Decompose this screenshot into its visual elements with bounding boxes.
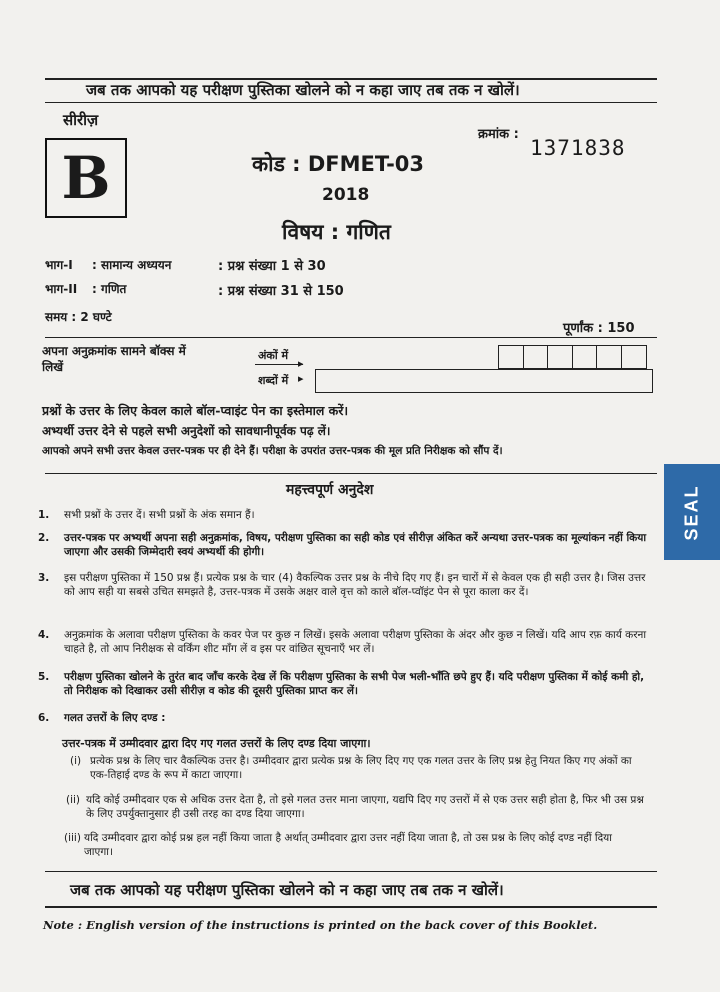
figures-arrow-line — [255, 364, 303, 365]
penalty-number: (iii) — [64, 832, 81, 844]
penalty-text: प्रत्येक प्रश्न के लिए चार वैकल्पिक उत्तर है। उम्मीदवार द्वारा प्रत्येक प्रश्न के लिए दिए गए एक गलत उत्तर के लिए प्रश्न हेतु नियत किए गए अंकों का एक-तिहाई दण्ड के रूप में काटा जाएगा। — [90, 755, 632, 781]
penalty-number: (i) — [70, 755, 82, 767]
instruction-number: 2. — [38, 532, 50, 544]
instruction-number: 6. — [38, 712, 50, 724]
serial-label: क्रमांक : — [478, 127, 519, 142]
instruction-text: इस परीक्षण पुस्तिका में 150 प्रश्न हैं। प्रत्येक प्रश्न के चार (4) वैकल्पिक उत्तर प्रश्न के नीचे दिए गए हैं। इन चारों में से केवल एक ही सही उत्तर है। जिस उत्तर को आप सही या सबसे उचित समझते है, उत्तर-पत्रक में उसके अक्षर वाले वृत्त को काले बॉल-प्वॉइंट पेन से पूरा काला कर दें। — [64, 572, 646, 598]
penalty-number: (ii) — [66, 794, 81, 806]
instruction-item — [38, 531, 648, 559]
instruction-number: 3. — [38, 572, 50, 584]
instruction-text: सभी प्रश्नों के उत्तर दें। सभी प्रश्नों के अंक समान हैं। — [64, 509, 255, 521]
instruction-item — [38, 571, 648, 599]
subject-title: विषय : गणित — [282, 220, 391, 244]
roll-instruction-line-1: अपना अनुक्रमांक सामने बॉक्स में — [42, 344, 186, 358]
roll-digit-box[interactable] — [548, 346, 573, 368]
instruction-item — [38, 508, 648, 522]
part-2-range: : प्रश्न संख्या 31 से 150 — [218, 284, 344, 299]
penalty-item — [70, 754, 650, 782]
roll-number-figures-boxes[interactable] — [498, 345, 647, 369]
marks-rule — [45, 337, 657, 338]
in-figures-label: अंकों में — [258, 349, 289, 362]
instruction-text: उत्तर-पत्रक पर अभ्यर्थी अपना सही अनुक्रमांक, विषय, परीक्षण पुस्तिका का सही कोड एवं सीरीज़ अंकित करें अन्यथा उत्तर-पत्रक का मूल्यांकन नहीं किया जाएगा और उसकी जिम्मेदारी स्वयं अभ्यर्थी की होगी। — [64, 532, 647, 558]
penalty-item — [64, 831, 644, 859]
bottom-rule — [45, 871, 657, 872]
instruction-item — [38, 670, 648, 698]
part-1-title: : सामान्य अध्ययन — [92, 258, 172, 272]
instruction-text: गलत उत्तरों के लिए दण्ड : — [64, 712, 166, 724]
instructions-top-rule — [45, 473, 657, 474]
roll-digit-box[interactable] — [573, 346, 598, 368]
roll-digit-box[interactable] — [499, 346, 524, 368]
part-2-title: : गणित — [92, 282, 127, 296]
series-box — [45, 138, 127, 218]
general-instruction-1: प्रश्नों के उत्तर के लिए केवल काले बॉल-प्वाइंट पेन का इस्तेमाल करें। — [42, 403, 349, 418]
penalty-text: यदि उम्मीदवार द्वारा कोई प्रश्न हल नहीं किया जाता है अर्थात् उम्मीदवार द्वारा उत्तर नहीं दिया जाता है, तो उस प्रश्न के लिए कोई दण्ड नहीं दिया जाएगा। — [84, 832, 612, 858]
exam-time: समय : 2 घण्टे — [45, 310, 112, 324]
top-warning: जब तक आपको यह परीक्षण पुस्तिका खोलने को न कहा जाए तब तक न खोलें। — [86, 81, 520, 99]
serial-number: 1371838 — [530, 136, 626, 160]
arrow-right-icon: ▸ — [298, 357, 304, 370]
seal-text: SEAL — [681, 483, 702, 541]
general-instruction-3: आपको अपने सभी उत्तर केवल उत्तर-पत्रक पर ही देने हैं। परीक्षा के उपरांत उत्तर-पत्रक की मूल प्रति निरीक्षक को सौंप दें। — [42, 445, 503, 457]
in-words-label: शब्दों में — [258, 374, 289, 387]
instruction-number: 4. — [38, 629, 50, 641]
roll-instruction-line-2: लिखें — [42, 360, 64, 374]
booklet-code: कोड : DFMET-03 — [252, 152, 425, 176]
roll-digit-box[interactable] — [622, 346, 647, 368]
penalty-text: यदि कोई उम्मीदवार एक से अधिक उत्तर देता है, तो इसे गलत उत्तर माना जाएगा, यद्यपि दिए गए उत्तरों में से एक उत्तर सही होता है, फिर भी उस प्रश्न के लिए उपर्युक्तानुसार ही उसी तरह का दण्ड दिया जाएगा। — [86, 794, 644, 820]
penalty-item — [66, 793, 646, 821]
top-rule-lower — [45, 102, 657, 103]
part-1-range: : प्रश्न संख्या 1 से 30 — [218, 259, 326, 274]
part-2-name: भाग-II — [45, 282, 78, 296]
roll-number-words-box[interactable] — [315, 369, 653, 393]
instruction-number: 5. — [38, 671, 50, 683]
instruction-number: 1. — [38, 509, 50, 521]
arrow-right-icon: ▸ — [298, 372, 304, 385]
bottom-warning: जब तक आपको यह परीक्षण पुस्तिका खोलने को न कहा जाए तब तक न खोलें। — [70, 881, 504, 899]
series-letter: B — [61, 144, 111, 212]
instruction-item — [38, 628, 648, 656]
instruction-item — [38, 711, 648, 725]
series-label: सीरीज़ — [63, 111, 99, 129]
instruction-text: अनुक्रमांक के अलावा परीक्षण पुस्तिका के कवर पेज पर कुछ न लिखें। इसके अलावा परीक्षण पुस्तिका के अंदर और कुछ न लिखें। यदि आप रफ़ कार्य करना चाहते है, तो आप निरीक्षक से वर्किंग शीट माँग लें व इस पर वांछित सूचनाएँ भर लें। — [64, 629, 647, 655]
seal-tab — [664, 464, 720, 560]
part-1-name: भाग-I — [45, 258, 73, 272]
general-instruction-2: अभ्यर्थी उत्तर देने से पहले सभी अनुदेशों को सावधानीपूर्वक पढ़ लें। — [42, 424, 331, 438]
roll-digit-box[interactable] — [524, 346, 549, 368]
penalty-intro: उत्तर-पत्रक में उम्मीदवार द्वारा दिए गए गलत उत्तरों के लिए दण्ड दिया जाएगा। — [62, 737, 371, 750]
instruction-text: परीक्षण पुस्तिका खोलने के तुरंत बाद जाँच करके देख लें कि परीक्षण पुस्तिका के सभी पेज भली-भाँति छपे हुए हैं। यदि परीक्षण पुस्तिका में कोई कमी हो, तो निरीक्षक को दिखाकर उसी सीरीज़ व कोड की दूसरी पुस्तिका प्राप्त कर लें। — [64, 671, 645, 697]
max-marks: पूर्णांक : 150 — [563, 321, 635, 336]
instructions-heading: महत्त्वपूर्ण अनुदेश — [286, 482, 374, 498]
roll-digit-box[interactable] — [597, 346, 622, 368]
english-version-note: Note : English version of the instructions is printed on the back cover of this Booklet. — [43, 918, 598, 932]
exam-year: 2018 — [322, 185, 370, 205]
bottom-rule-lower — [45, 906, 657, 908]
